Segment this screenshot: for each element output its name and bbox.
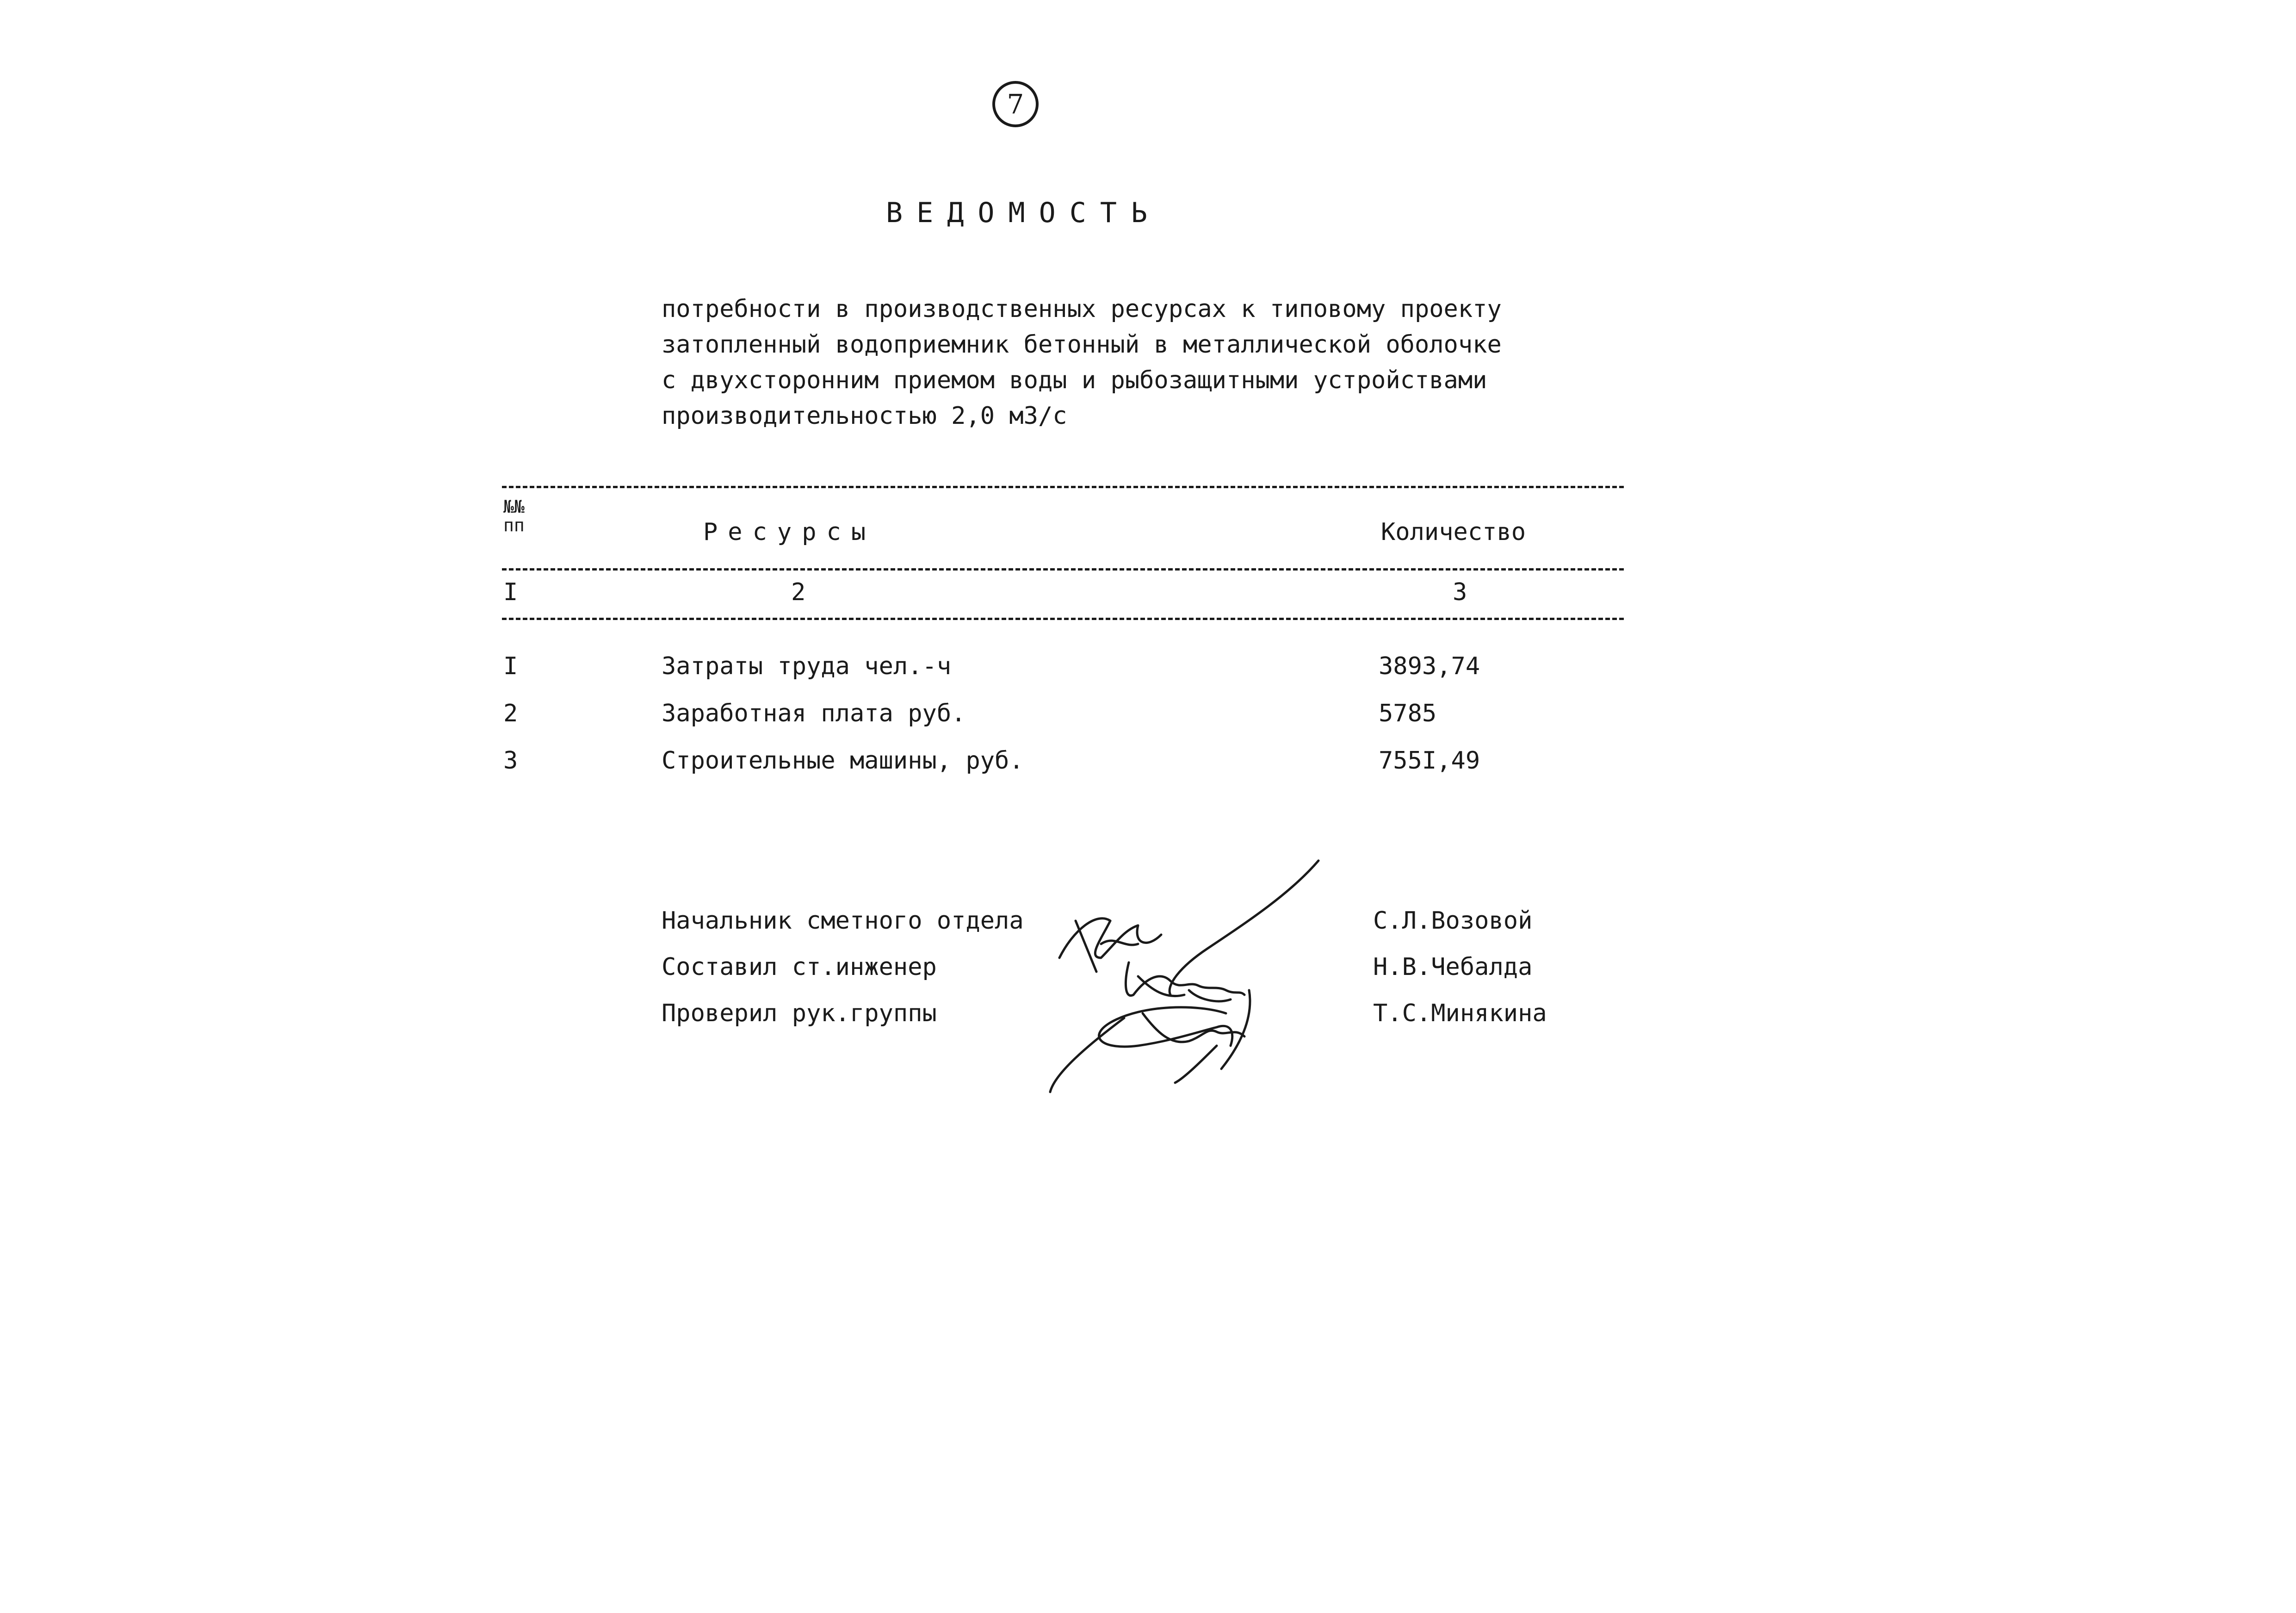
table-rule-top <box>502 486 1624 488</box>
row-1-quantity: 3893,74 <box>1379 652 1480 680</box>
document-subtitle <box>662 292 1502 434</box>
column-number-1: I <box>503 578 518 606</box>
signer-2-role: Составил ст.инженер <box>662 953 937 981</box>
header-number-line2: пп <box>503 515 525 535</box>
signer-2-name: Н.В.Чебалда <box>1373 953 1533 981</box>
subtitle-line: производительностью 2,0 м3/с <box>662 402 1067 430</box>
row-2-quantity: 5785 <box>1379 700 1437 727</box>
row-2-number: 2 <box>503 700 518 727</box>
row-2-resource: Заработная плата руб. <box>662 700 966 727</box>
row-3-number: 3 <box>503 747 518 775</box>
row-1-resource: Затраты труда чел.-ч <box>662 652 952 680</box>
signer-1-name: С.Л.Возовой <box>1373 907 1533 935</box>
signer-3-role: Проверил рук.группы <box>662 999 937 1027</box>
header-quantity: Количество <box>1381 518 1526 546</box>
row-3-resource: Строительные машины, руб. <box>662 747 1024 775</box>
header-number <box>503 497 525 534</box>
page-number <box>992 81 1039 127</box>
subtitle-line: потребности в производственных ресурсах к типовому проекту <box>662 295 1502 323</box>
table-rule-columns <box>502 618 1624 620</box>
column-number-3: 3 <box>1453 578 1467 606</box>
header-number-line1: №№ <box>503 496 525 517</box>
row-3-quantity: 755I,49 <box>1379 747 1480 775</box>
subtitle-line: затопленный водоприемник бетонный в металлической оболочке <box>662 331 1502 359</box>
signer-3-name: Т.С.Минякина <box>1373 999 1547 1027</box>
handwritten-signatures <box>1032 851 1328 1097</box>
subtitle-line: с двухсторонним приемом воды и рыбозащитными устройствами <box>662 366 1487 394</box>
column-number-2: 2 <box>791 578 806 606</box>
document-title: ВЕДОМОСТЬ <box>886 197 1162 229</box>
signer-1-role: Начальник сметного отдела <box>662 907 1024 935</box>
table-rule-header <box>502 568 1624 571</box>
page-number-text: 7 <box>1007 88 1024 120</box>
row-1-number: I <box>503 652 518 680</box>
header-resource: Ресурсы <box>703 518 876 546</box>
